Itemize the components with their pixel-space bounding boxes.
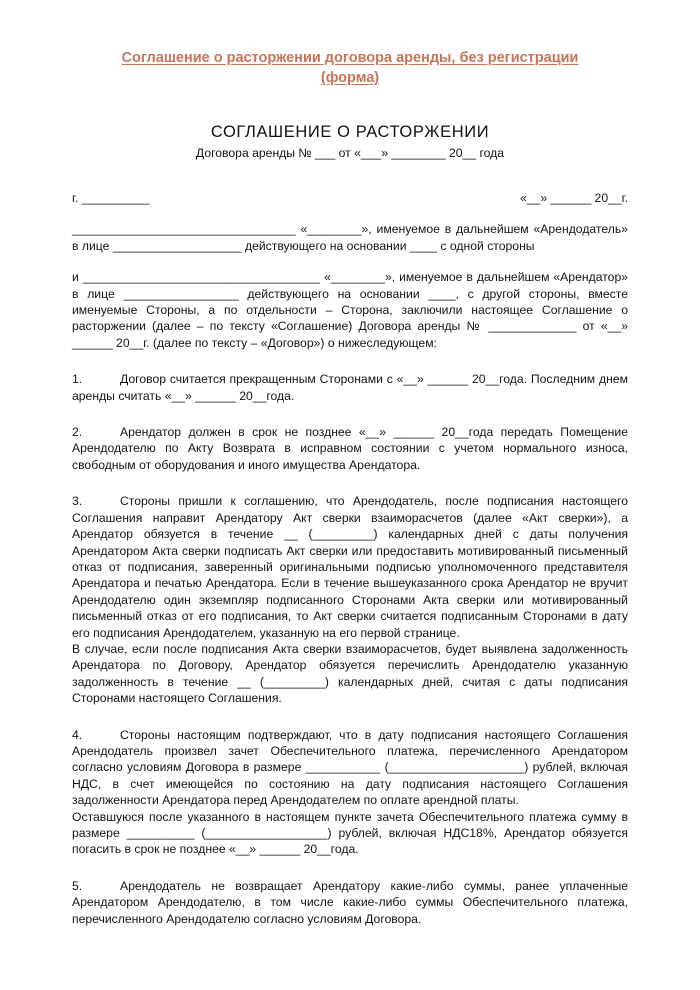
clause-2 bbox=[72, 424, 628, 473]
page-heading-line-1: Соглашение о расторжении договора аренды, без регистрации bbox=[121, 50, 579, 66]
document-title: СОГЛАШЕНИЕ О РАСТОРЖЕНИИ bbox=[210, 123, 490, 141]
clause-4-paragraph-2: Оставшуюся после указанного в настоящем пункте зачета Обеспечительного платежа сумму в размере __________ (__________________) рублей, включая НДС18%, Арендатор обязуется погасить в срок не позднее «__» ______ 20__года. bbox=[72, 809, 628, 857]
clause-5 bbox=[72, 878, 628, 927]
clause-2-text: Арендатор должен в срок не позднее «__» ______ 20__года передать Помещение Арендодателю по Акту Возврата в исправном состоянии с учетом нормального износа, свободным от оборудования и иного имущества Арендатора. bbox=[72, 425, 628, 472]
clause-4-number: 4. bbox=[72, 727, 83, 742]
clause-1 bbox=[72, 371, 628, 404]
clause-1-number: 1. bbox=[72, 372, 83, 387]
city-field: г. __________ bbox=[72, 191, 150, 205]
city-date-line bbox=[72, 190, 628, 206]
clause-5-number: 5. bbox=[72, 878, 83, 893]
clause-1-text: Договор считается прекращенным Сторонами с «__» ______ 20__года. Последним днем аренды считать «__» ______ 20__года. bbox=[72, 372, 628, 403]
document-body bbox=[0, 190, 700, 927]
clause-2-number: 2. bbox=[72, 425, 83, 440]
preamble-landlord: _________________________________ «________», именуемое в дальнейшем «Арендодатель» в лице ___________________ действующего на основании ____ с одной стороны bbox=[72, 222, 628, 253]
date-field: «__» ______ 20__г. bbox=[519, 191, 628, 205]
document-subtitle: Договора аренды № ___ от «___» ________ 20__ года bbox=[195, 146, 505, 160]
preamble-tenant: и ___________________________________ «________», именуемое в дальнейшем «Арендатор» в лице _________________ действующего на основании ____, с другой стороны, вместе именуемые Стороны, а по отдельности – Сторона, заключили настоящее Соглашение о расторжении (далее – по тексту «Соглашение) Договора аренды № _____________ от «__» ______ 20__г. (далее по тексту – «Договор») о нижеследующем: bbox=[72, 270, 628, 350]
clause-3-text: Стороны пришли к соглашению, что Арендодатель, после подписания настоящего Соглашения направит Арендатору Акт сверки взаиморасчетов (далее «Акт сверки»), а Арендатор обязуется в течение __ (_________) календарных дней с даты получения Арендатором Акта сверки подписать Акт сверки или предоставить мотивированный письменный отказ от подписания, заверенный оригинальными подписью уполномоченного представителя Арендатора и печатью Арендатора. Если в течение вышеуказанного срока Арендатор не вручит Арендодателю один экземпляр подписанного Сторонами Акта сверки или мотивированный письменный отказ от его подписания, то Акт сверки считается подписанным Сторонами в дату его подписания Арендодателем, указанную на его первой странице. bbox=[72, 494, 628, 640]
clause-4-text: Стороны настоящим подтверждают, что в дату подписания настоящего Соглашения Арендодатель произвел зачет Обеспечительного платежа, перечисленного Арендатором согласно условиям Договора в размере ___________ (____________________) рублей, включая НДС, в счет имеющейся по состоянию на дату подписания настоящего Соглашения задолженности Арендатора перед Арендодателем по оплате арендной платы. bbox=[72, 727, 628, 808]
clause-3 bbox=[72, 493, 628, 641]
clause-3-number: 3. bbox=[72, 494, 83, 509]
clause-4 bbox=[72, 727, 628, 809]
title-block bbox=[0, 122, 700, 162]
page-heading-line-2: (форма) bbox=[320, 70, 380, 86]
clause-5-text: Арендодатель не возвращает Арендатору какие-либо суммы, ранее уплаченные Арендатором Арендодателю, в том числе какие-либо суммы Обеспечительного платежа, перечисленного Арендодателю согласно условиям Договора. bbox=[72, 878, 628, 926]
clause-3-paragraph-2: В случае, если после подписания Акта сверки взаиморасчетов, будет выявлена задолженность Арендатора по Договору, Арендатор обязуется перечислить Арендодателю указанную задолженность в течение __ (_________) календарных дней, считая с даты подписания Сторонами настоящего Соглашения. bbox=[72, 641, 628, 706]
page-heading bbox=[0, 0, 700, 88]
